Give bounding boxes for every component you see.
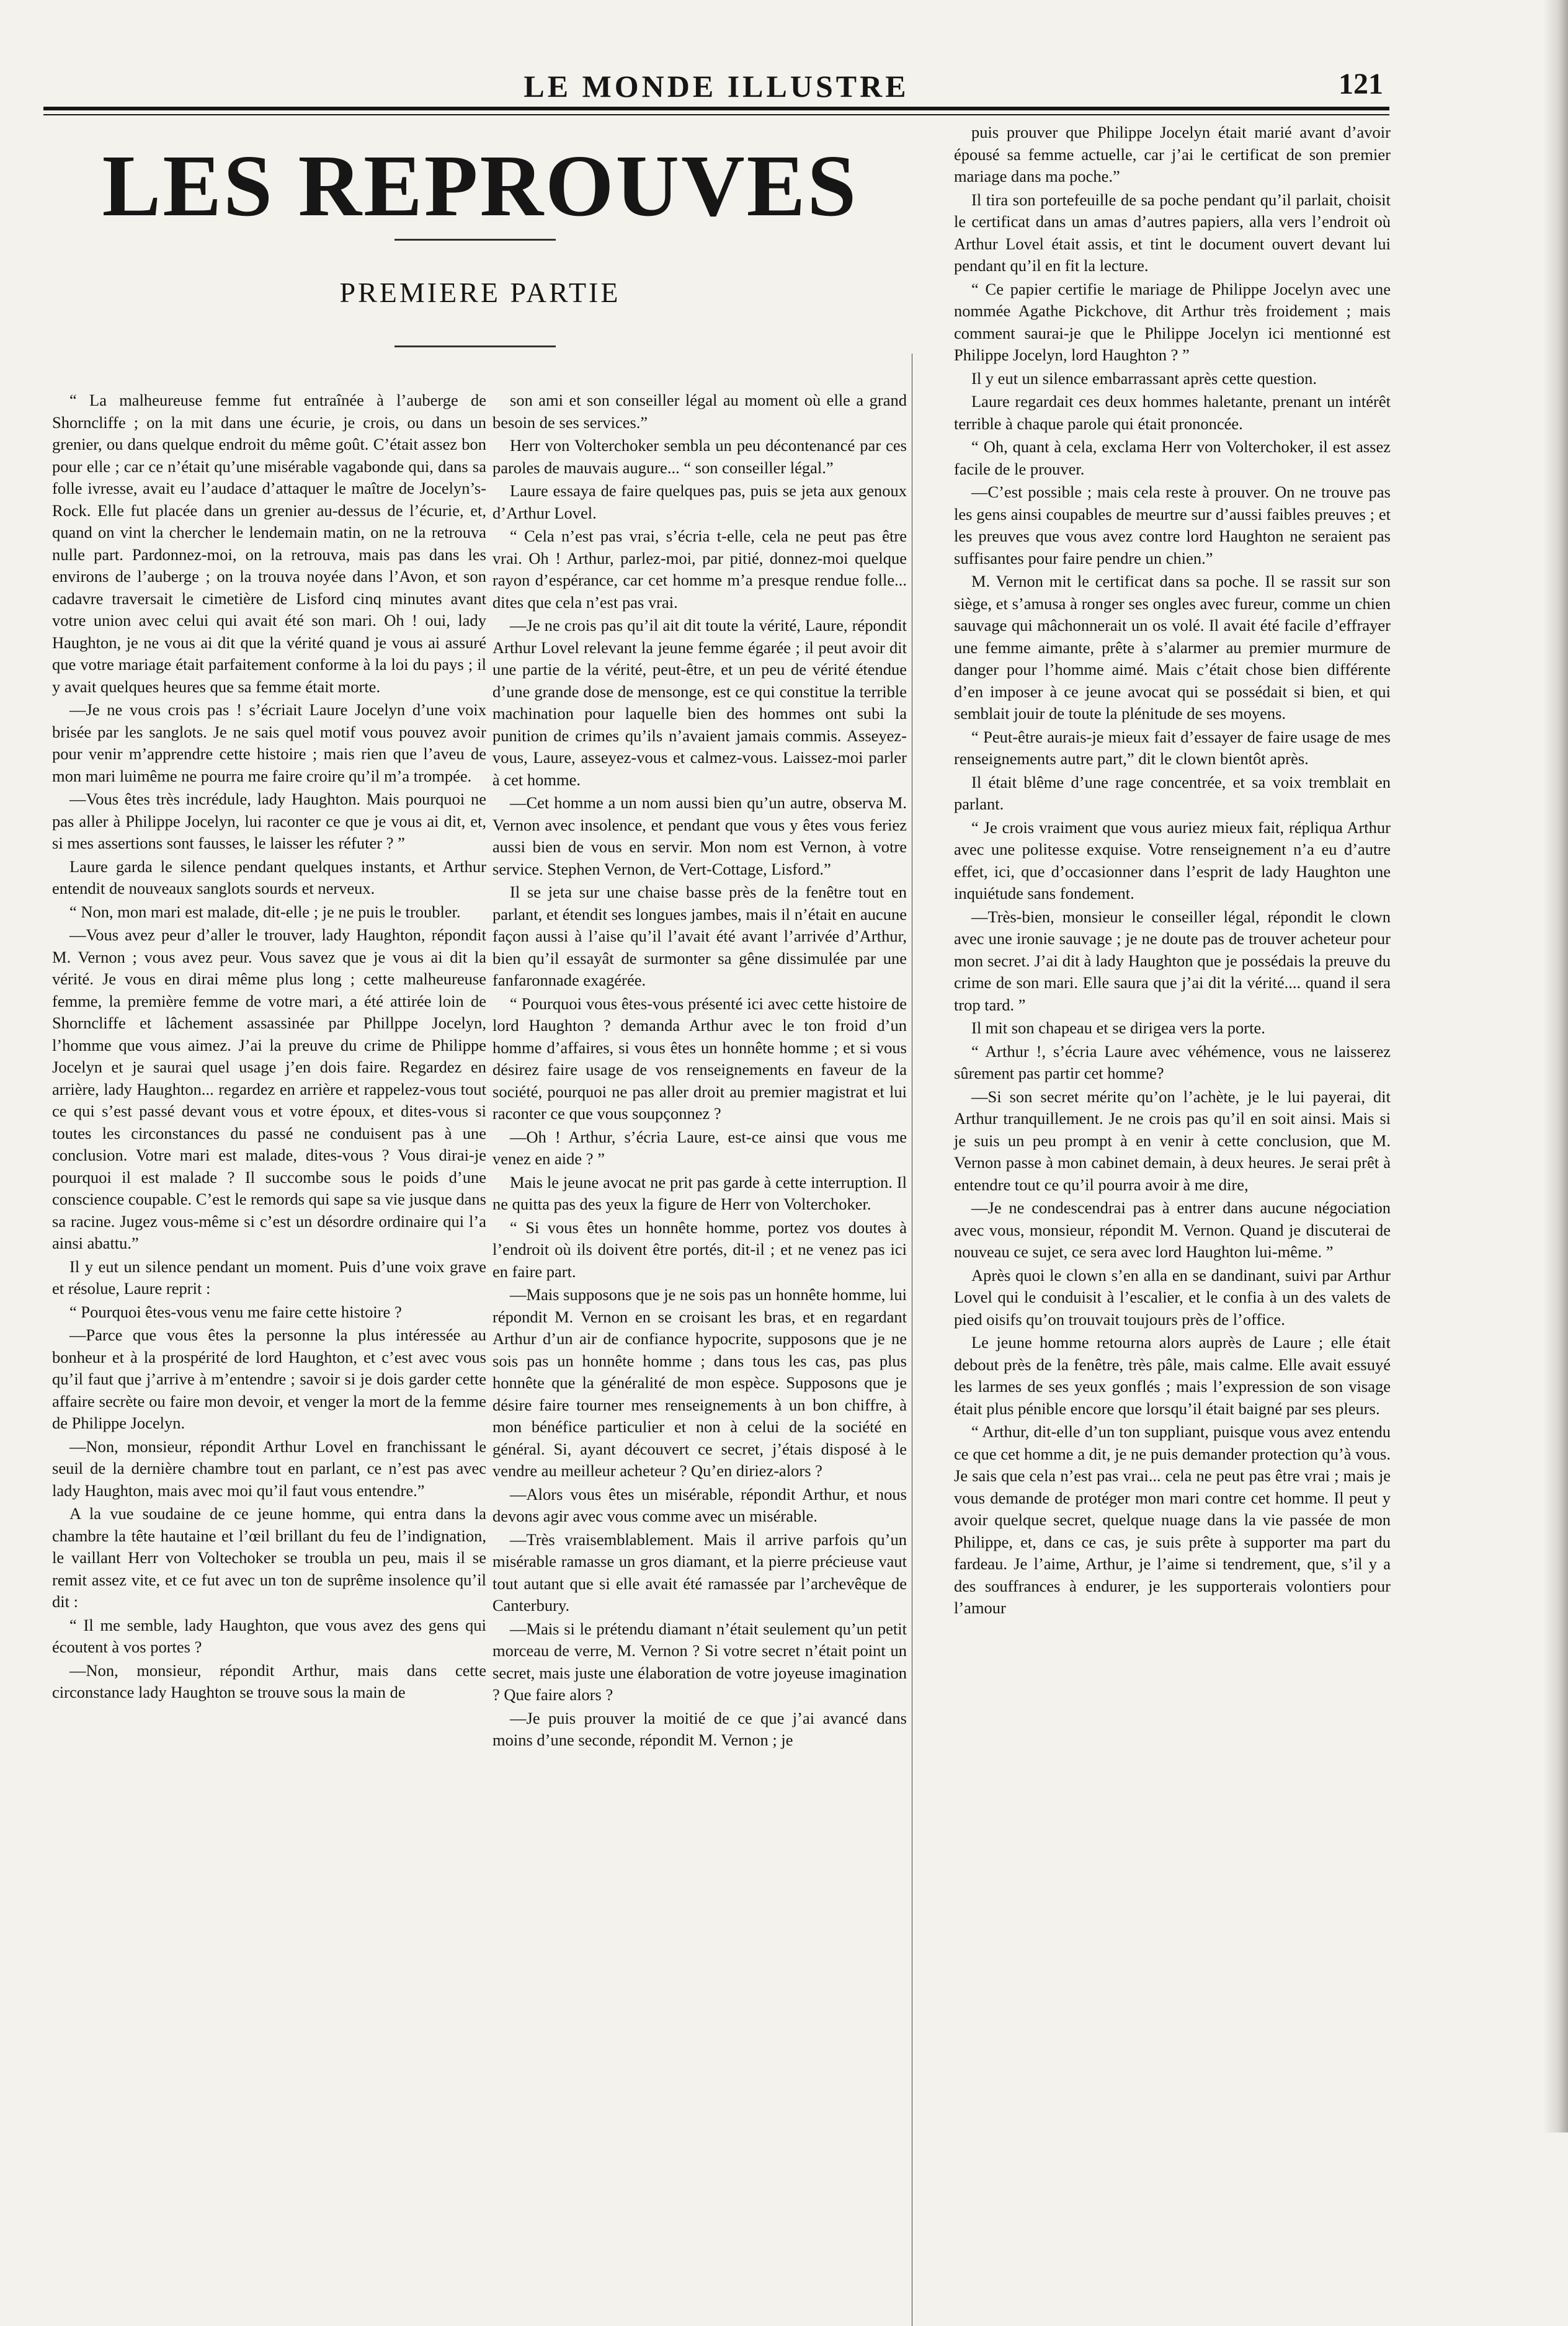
paragraph: “ Je crois vraiment que vous auriez mieux fait, répliqua Arthur avec une politesse exquise. Votre renseignement n’a eu d’autre effet, ici, que d’occasionner dans l’esprit de lady Haughton une inquiétude sans fondement. [954, 818, 1391, 902]
paragraph: —Parce que vous êtes la personne la plus intéressée au bonheur et à la prospérité de lord Haughton, et c’est avec vous qu’il faut que j’arrive à m’entendre ; savoir si je dois garder cette affaire secrète ou faire mon devoir, et venger la mort de la femme de Philippe Jocelyn. [52, 1326, 486, 1432]
article-headline: LES REPROUVES [102, 136, 858, 234]
paragraph: —Alors vous êtes un misérable, répondit Arthur, et nous devons agir avec vous comme avec un misérable. [492, 1484, 907, 1525]
headline-rule [394, 239, 556, 241]
paragraph: —Mais si le prétendu diamant n’était seulement qu’un petit morceau de verre, M. Vernon ? Si votre secret n’était point un secret, mais juste une élaboration de votre joyeuse imagination ? Que faire alors ? [492, 1619, 907, 1704]
page-number: 121 [1339, 68, 1383, 100]
paragraph: —C’est possible ; mais cela reste à prouver. On ne trouve pas les gens ainsi coupables de meurtre sur d’aussi faibles preuves ; et les preuves que vous avez contre lord Haughton ne seraient pas suffisantes pour faire pendre un chien.” [954, 483, 1391, 568]
paragraph: —Je ne condescendrai pas à entrer dans aucune négociation avec vous, monsieur, répondit M. Vernon. Quand je discuterai de nouveau ce sujet, ce sera avec lord Haughton lui-même. ” [954, 1198, 1391, 1261]
paragraph: —Je ne crois pas qu’il ait dit toute la vérité, Laure, répondit Arthur Lovel relevant la jeune femme égarée ; il peut avoir dit une partie de la vérité, peut-être, et un peu de vérité étendue d’une grande dose de mensonge, est ce qui constitue la terrible machination pour laquelle bien des hommes ont subi la punition de crimes qu’ils n’avaient jamais commis. Asseyez-vous, Laure, asseyez-vous et calmez-vous. Laissez-moi parler à cet homme. [492, 616, 907, 789]
paragraph: “ Arthur !, s’écria Laure avec véhémence, vous ne laisserez sûrement pas partir cet homme? [954, 1041, 1391, 1082]
masthead-rule-thin [43, 114, 1389, 115]
paragraph: —Très-bien, monsieur le conseiller légal, répondit le clown avec une ironie sauvage ; je ne doute pas de trouver acheteur pour mon secret. J’ai dit à lady Haughton que je possédais la preuve du crime de son mari. Elle saura que j’ai dit la vérité.... quand il sera trop tard. ” [954, 907, 1391, 1014]
paragraph: “ La malheureuse femme fut entraînée à l’auberge de Shorncliffe ; on la mit dans une écurie, je crois, ou dans un grenier, ou dans quelque endroit du même goût. C’était assez bon pour elle ; car ce n’était qu’une misérable vagabonde qui, dans sa folle ivresse, avait eu l’audace d’attaquer le maître de Jocelyn’s-Rock. Elle fut placée dans un grenier au-dessus de l’écurie, et, quand on vint la chercher le lendemain matin, on ne la retrouva nulle part. Pardonnez-moi, on la retrouva, mais pas dans les environs de l’auberge ; on la trouva noyée dans l’Avon, et son cadavre traversait le cimetière de Lisford cinq minutes avant votre union avec celui qui avait été son mari. Oh ! oui, lady Haughton, je ne vous ai dit que la vérité quand je vous ai assuré que votre mariage était parfaitement conforme à la loi du pays ; il y avait quelques heures que sa femme était morte. [52, 391, 486, 696]
headline-area [55, 121, 906, 431]
paragraph: —Oh ! Arthur, s’écria Laure, est-ce ainsi que vous me venez en aide ? ” [492, 1127, 907, 1168]
paragraph: Mais le jeune avocat ne prit pas garde à cette interruption. Il ne quitta pas des yeux la figure de Herr von Volterchoker. [492, 1172, 907, 1213]
paragraph: Le jeune homme retourna alors auprès de Laure ; elle était debout près de la fenêtre, très pâle, mais calme. Elle avait essuyé les larmes de ses yeux gonflés ; mais l’expression de son visage était plus pénible encore que lorsqu’il était baigné par ses pleurs. [954, 1333, 1391, 1418]
paragraph: Herr von Volterchoker sembla un peu décontenancé par ces paroles de mauvais augure... “ son conseiller légal.” [492, 436, 907, 477]
paragraph: Après quoi le clown s’en alla en se dandinant, suivi par Arthur Lovel qui le conduisit à l’escalier, et le confia à un des valets de pied oisifs qu’on trouvait toujours près de l’office. [954, 1265, 1391, 1329]
paragraph: —Très vraisemblablement. Mais il arrive parfois qu’un misérable ramasse un gros diamant, et la pierre précieuse vaut tout autant que si elle avait été ramassée par l’archevêque de Canterbury. [492, 1530, 907, 1615]
paragraph: —Cet homme a un nom aussi bien qu’un autre, observa M. Vernon avec insolence, et pendant que vous y êtes vous feriez aussi bien de vous en servir. Mon nom est Vernon, à votre service. Stephen Vernon, de Vert-Cottage, Lisford.” [492, 793, 907, 878]
paragraph: Il tira son portefeuille de sa poche pendant qu’il parlait, choisit le certificat dans un amas d’autres papiers, alla vers l’endroit où Arthur Lovel était assis, et tint le document ouvert devant lui pendant qu’il en fit la lecture. [954, 190, 1391, 275]
masthead-title: LE MONDE ILLUSTRE [523, 69, 909, 104]
part-rule [394, 345, 556, 347]
paragraph: “ Si vous êtes un honnête homme, portez vos doutes à l’endroit où ils doivent être portés, dit-il ; et ne venez pas ici en faire part. [492, 1218, 907, 1281]
paragraph: Laure essaya de faire quelques pas, puis se jeta aux genoux d’Arthur Lovel. [492, 481, 907, 522]
text-column-1 [52, 390, 486, 1705]
paragraph: “ Cela n’est pas vrai, s’écria t-elle, cela ne peut pas être vrai. Oh ! Arthur, parlez-moi, par pitié, donnez-moi quelque rayon d’espérance, car cet homme m’a presque rendue folle... dites que cela n’est pas vrai. [492, 527, 907, 612]
paragraph: “ Non, mon mari est malade, dit-elle ; je ne puis le troubler. [69, 902, 461, 921]
paragraph: —Je puis prouver la moitié de ce que j’ai avancé dans moins d’une seconde, répondit M. Vernon ; je [492, 1708, 907, 1749]
paragraph: —Si son secret mérite qu’on l’achète, je le lui payerai, dit Arthur tranquillement. Je ne crois pas qu’il en soit ainsi. Mais si je suis un peu prompt à en venir à cette conclusion, que M. Vernon passe à mon cabinet demain, à deux heures. Je serai prêt à entendre tout ce qu’il pourra avoir à me dire, [954, 1087, 1391, 1194]
paragraph: son ami et son conseiller légal au moment où elle a grand besoin de ses services.” [492, 391, 907, 432]
masthead [50, 67, 1383, 107]
paragraph: —Non, monsieur, répondit Arthur Lovel en franchissant le seuil de la dernière chambre tout en parlant, ce n’est pas avec lady Haughton, mais avec moi qu’il faut vous entendre.” [52, 1437, 486, 1500]
paragraph: puis prouver que Philippe Jocelyn était marié avant d’avoir épousé sa femme actuelle, car j’ai le certificat de son premier mariage dans ma poche.” [954, 123, 1391, 185]
paragraph: Il se jeta sur une chaise basse près de la fenêtre tout en parlant, et étendit ses longues jambes, mais il n’était en aucune façon aussi à l’aise qu’il l’avait été avant l’arrivée d’Arthur, bien qu’il essayât de surmonter sa gêne dissimulée par une fanfaronnade exagérée. [492, 883, 907, 989]
paragraph: “ Ce papier certifie le mariage de Philippe Jocelyn avec une nommée Agathe Pickchove, dit Arthur très froidement ; mais comment saurai-je que le Philippe Jocelyn ici mentionné est Philippe Jocelyn, lord Haughton ? ” [954, 279, 1391, 364]
paragraph: Il mit son chapeau et se dirigea vers la porte. [971, 1018, 1265, 1037]
paragraph: “ Peut-être aurais-je mieux fait d’essayer de faire usage de mes renseignements autre part,” dit le clown bientôt après. [954, 727, 1391, 768]
paragraph: “ Arthur, dit-elle d’un ton suppliant, puisque vous avez entendu ce que cet homme a dit, je ne puis demander protection qu’à vous. Je sais que cela n’est pas vrai... cela ne peut pas être vrai ; mais je vous demande de protéger mon mari contre cet homme. Il peut y avoir quelque secret, quelque nuage dans la vie passée de mon Philippe, et, dans ce cas, je suis prête à supporter ma part du fardeau. Je l’aime, Arthur, je l’aime si tendrement, que, s’il y a des souffrances à endurer, je les supporterais volontiers pour l’amour [954, 1422, 1391, 1617]
paragraph: Laure regardait ces deux hommes haletante, prenant un intérêt terrible à chaque parole qui était prononcée. [954, 392, 1391, 433]
masthead-rule-thick [43, 107, 1389, 110]
paragraph: Laure garda le silence pendant quelques instants, et Arthur entendit de nouveaux sanglots sourds et nerveux. [52, 857, 486, 898]
paragraph: Il y eut un silence embarrassant après cette question. [971, 368, 1317, 388]
paragraph: —Vous avez peur d’aller le trouver, lady Haughton, répondit M. Vernon ; vous avez peur. Vous savez que je vous ai dit la vérité. Je vous en dirai même plus long ; cette malheureuse femme, la première femme de votre mari, a été attirée loin de Shorncliffe et lâchement assassinée par Phillppe Jocelyn, l’homme que vous aimez. J’ai la preuve du crime de Philippe Jocelyn et je saurai quel usage j’en dois faire. Regardez en arrière, lady Haughton... regardez en arrière et rappelez-vous tout ce qui s’est passé devant vous et votre époux, et dites-vous si toutes les circonstances du passé ne conduisent pas à une conclusion. Votre mari est malade, dites-vous ? Vous dirai-je pourquoi il est malade ? Il succombe sous le poids d’une conscience coupable. C’est le remords qui sape sa vie jusque dans sa racine. Jugez vous-même si c’est un désordre ordinaire qui l’a ainsi abattu.” [52, 925, 486, 1252]
paragraph: A la vue soudaine de ce jeune homme, qui entra dans la chambre la tête hautaine et l’œil brillant du feu de l’indignation, le vaillant Herr von Voltechoker se troubla un peu, mais il se remit assez vite, et ce fut avec un ton de suprême insolence qu’il dit : [52, 1504, 486, 1611]
paragraph: —Vous êtes très incrédule, lady Haughton. Mais pourquoi ne pas aller à Philippe Jocelyn, lui raconter ce que je vous ai dit, et, si mes assertions sont fausses, le laisser les réfuter ? ” [52, 790, 486, 852]
paragraph: “ Il me semble, lady Haughton, que vous avez des gens qui écoutent à vos portes ? [52, 1615, 486, 1656]
paragraph: —Je ne vous crois pas ! s’écriait Laure Jocelyn d’une voix brisée par les sanglots. Je ne sais quel motif vous pouvez avoir pour venir m’apprendre cette histoire ; mais rien que l’aveu de mon mari luimême ne pourra me faire croire qu’il m’a trompée. [52, 700, 486, 785]
text-column-3 [954, 122, 1391, 1621]
paragraph: —Mais supposons que je ne sois pas un honnête homme, lui répondit M. Vernon en se croisant les bras, et en regardant Arthur d’un air de confiance hypocrite, supposons que je ne sois pas un honnête homme ; dans tous les cas, pas plus honnête que la généralité de mon espèce. Supposons que je désire faire tourner mes renseignements à un bon chiffre, à mon bénéfice particulier et non à celui de la société en général. Si, ayant découvert ce secret, j’étais disposé à le vendre au meilleur acheteur ? Qu’en diriez-alors ? [492, 1285, 907, 1480]
paragraph: “ Oh, quant à cela, exclama Herr von Volterchoker, il est assez facile de le prouver. [954, 437, 1391, 478]
paragraph: Il était blême d’une rage concentrée, et sa voix tremblait en parlant. [954, 772, 1391, 813]
text-column-2 [492, 390, 907, 1753]
paragraph: Il y eut un silence pendant un moment. Puis d’une voix grave et résolue, Laure reprit : [52, 1257, 486, 1298]
page-edge [1543, 0, 1568, 2132]
part-title: PREMIERE PARTIE [339, 277, 621, 308]
paragraph: “ Pourquoi vous êtes-vous présenté ici avec cette histoire de lord Haughton ? demanda Arthur avec le ton froid d’un homme d’affaires, si vous êtes un honnête homme ; et si vous désirez faire usage de vos renseignements en faveur de la société, pourquoi ne pas aller droit au premier magistrat et lui raconter ce que vous soupçonnez ? [492, 994, 907, 1123]
paragraph: M. Vernon mit le certificat dans sa poche. Il se rassit sur son siège, et s’amusa à ronger ses ongles avec fureur, comme un chien sauvage qui mâchonnerait un os volé. Il avait été facile d’effrayer une femme aimante, prête à s’alarmer au premier murmure de danger pour l’homme aimé. Mais c’était chose bien différente d’en imposer à ce jeune avocat qui se possédait si bien, et qui semblait jouir de toute la plénitude de ses moyens. [954, 572, 1391, 723]
paragraph: “ Pourquoi êtes-vous venu me faire cette histoire ? [69, 1302, 402, 1321]
paragraph: —Non, monsieur, répondit Arthur, mais dans cette circonstance lady Haughton se trouve sous la main de [52, 1660, 486, 1701]
